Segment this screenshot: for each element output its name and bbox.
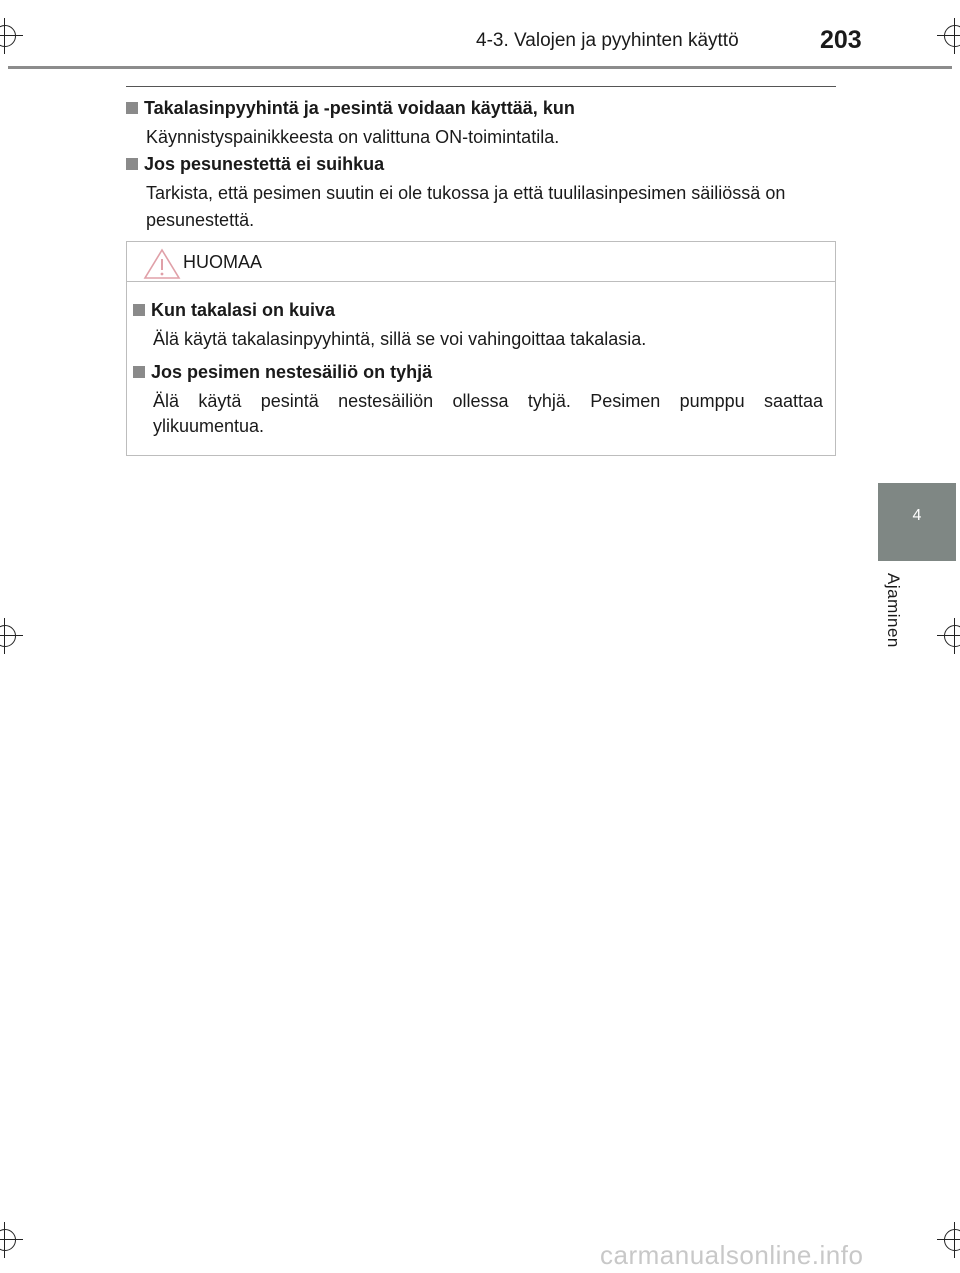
section-body: Käynnistyspainikkeesta on valittuna ON-toimintatila. (146, 127, 560, 147)
section-title: Jos pesunestettä ei suihkua (144, 154, 385, 174)
square-bullet-icon (133, 366, 145, 378)
page-number: 203 (820, 26, 862, 54)
registration-mark-icon (937, 18, 960, 54)
registration-mark-icon (0, 618, 23, 654)
watermark: carmanualsonline.info (600, 1240, 864, 1270)
notice-box (126, 241, 836, 456)
chapter-number: 4 (912, 507, 922, 524)
section-rear-wiper (126, 96, 838, 151)
content-rule (126, 86, 836, 87)
section-body: Tarkista, että pesimen suutin ei ole tukossa ja että tuulilasinpesimen säiliössä on pesunestettä. (146, 183, 786, 230)
registration-mark-icon (937, 618, 960, 654)
section-washer-fluid (126, 152, 838, 234)
chapter-tab (878, 483, 956, 561)
warning-triangle-icon (143, 248, 181, 280)
section-title: Takalasinpyyhintä ja -pesintä voidaan käyttää, kun (144, 98, 575, 118)
square-bullet-icon (126, 158, 138, 170)
notice-item-title: Jos pesimen nestesäiliö on tyhjä (151, 362, 433, 382)
notice-item-empty-reservoir (133, 360, 823, 439)
square-bullet-icon (133, 304, 145, 316)
registration-mark-icon (0, 1222, 23, 1258)
chapter-label: Ajaminen (884, 573, 903, 648)
notice-title: HUOMAA (183, 252, 263, 272)
running-header: 4-3. Valojen ja pyyhinten käyttö (476, 30, 739, 51)
notice-header (127, 242, 835, 282)
notice-item-body: Älä käytä takalasinpyyhintä, sillä se voi vahingoittaa takalasia. (153, 329, 647, 349)
notice-item-title: Kun takalasi on kuiva (151, 300, 336, 320)
square-bullet-icon (126, 102, 138, 114)
registration-mark-icon (0, 18, 23, 54)
notice-item-body: Älä käytä pesintä nestesäiliön ollessa tyhjä. Pesimen pumppu saattaa ylikuumentua. (153, 391, 823, 436)
header-rule (8, 66, 952, 69)
notice-item-dry-glass (133, 298, 823, 352)
registration-mark-icon (937, 1222, 960, 1258)
